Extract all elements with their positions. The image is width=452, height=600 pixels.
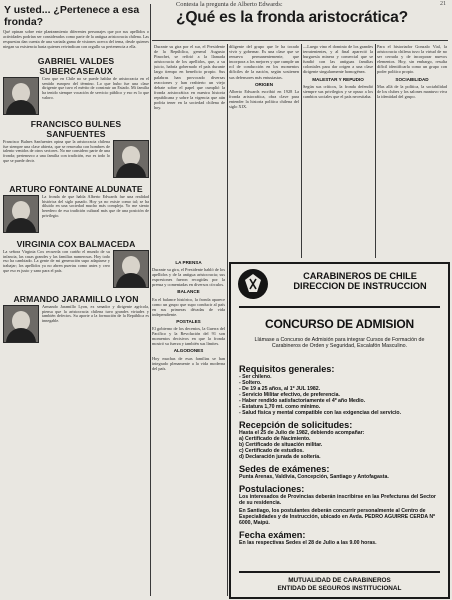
requirement-item: - Ser chileno. — [239, 374, 272, 380]
body-column-lower — [152, 258, 225, 596]
body-text: Durante su gira por el sur, el Presidente de la República, general Augusto Pinochet, se refirió a la llamada aristocracia de los apellidos, que, a su juicio, habría gobernado el país durante largo tiempo en beneficio propio. Sus palabras han provocado diversas reacciones y han reabierto un viejo debate sobre el papel que cumplió la fronda aristocrática en nuestra historia republicana y sobre la vigencia que aún podría tener en la sociedad chilena de hoy. — [154, 44, 225, 111]
sidebar-intro: Qué opinan sobre este planteamiento diferentes personajes que por sus apellidos o actividades podrían ser considerados como parte de la antigua aristocracia chilena. Las respuestas dan cuenta de una variada gama de visiones acerca del tema, desde quienes niegan su existencia hasta quienes reivindican con orgullo su pertenencia a ella. — [3, 29, 149, 49]
ad-footer-line: ENTIDAD DE SEGUROS INSTITUCIONAL — [277, 584, 402, 592]
title-rule — [152, 40, 448, 41]
exam-sites-text: Punta Arenas, Valdivia, Concepción, Santiago y Antofagasta. — [239, 474, 389, 480]
subhead: MALESTAR Y REPUDIO — [312, 76, 364, 82]
subhead: ALGODONES — [173, 348, 204, 354]
person-block — [3, 305, 149, 343]
column-divider — [301, 44, 302, 258]
portrait-photo — [3, 195, 39, 233]
person-quote: Creo que en Chile no se puede hablar de aristocracia en el sentido europeo del término. Lo que hubo fue una clase dirigente que tuvo el mérito de construir un Estado. Mi familia ha tenido siempre vocación de servicio público y eso es lo que valoro. — [42, 75, 149, 101]
person-name: VIRGINIA COX BALMACEDA — [16, 238, 136, 249]
body-text: En el balance histórico, la fronda aparece como un grupo que supo conducir al país en sus primeras décadas de vida independiente. — [152, 296, 225, 317]
person-block — [3, 195, 149, 233]
ad-intro: Llámase a Concurso de Admisión para integrar Cursos de Formación de Carabineros de Orden y Seguridad, Escalafón Masculino. — [254, 337, 425, 350]
column-divider — [227, 44, 228, 596]
subhead: POSTALES — [176, 318, 201, 324]
person-name: ARTURO FONTAINE ALDUNATE — [9, 183, 143, 194]
ad-org-line: CARABINEROS DE CHILE — [303, 271, 417, 281]
body-text: —Luego vino el dominio de los grandes terratenientes, y al final apareció la burguesía minera y comercial que se fundió con las antiguas familias coloniales para dar origen a una clase dirigente singularmente homogénea. — [303, 44, 373, 75]
body-column-4 — [377, 44, 447, 258]
ad-divider — [239, 306, 440, 308]
person-block — [3, 250, 149, 288]
applications-heading: Postulaciones: — [239, 484, 305, 494]
requirement-item: - Estatura 1,70 mt. como mínimo. — [239, 404, 321, 410]
person-quote: Francisco Bulnes Sanfuentes opina que la aristocracia chilena fue siempre una clase abierta, que se renovaba con hombres de talento venidos de otros sectores. No me considero parte de una fronda; pertenezco a una familia con tradición, eso es todo lo que se puede decir. — [3, 138, 110, 164]
person-block — [3, 77, 149, 115]
exam-sites-heading: Sedes de exámenes: — [239, 464, 330, 474]
sidebar-headline: Y usted... ¿Pertenece a esa fronda? — [4, 4, 140, 28]
requirement-item: - De 19 a 25 años, al 1º JUL 1982. — [239, 386, 321, 392]
applications-text: En Santiago, los postulantes deberán concurrir personalmente al Centro de Especialidades y de Instrucción, ubicado en Avda. PEDRO AGUIRRE CERDA Nº 6000, Maipú. — [239, 508, 435, 526]
applications-text: Los interesados de Provincias deberán inscribirse en las Prefecturas del Sector de su residencia. — [239, 494, 436, 506]
body-text: Durante su gira, el Presidente habló de los apellidos y de la antigua aristocracia; sus expresiones fueron recogidas por la prensa y comentadas en diversos círculos. — [152, 267, 225, 288]
body-column-2 — [229, 44, 299, 258]
reception-heading: Recepción de solicitudes: — [239, 420, 353, 430]
requirement-item: - Servicio Militar efectivo, de preferencia. — [239, 392, 340, 398]
requirement-item: - Haber rendido satisfactoriamente el 4º año Medio. — [239, 398, 366, 404]
column-divider — [375, 44, 376, 258]
subhead: LA PRENSA — [175, 260, 202, 265]
ad-organization — [279, 271, 441, 292]
page-number: 21 — [440, 1, 446, 7]
body-column-1 — [154, 44, 225, 258]
body-text: Según sus críticos, la fronda defendió siempre sus privilegios y se opuso a los cambios sociales que el país necesitaba. — [303, 83, 373, 99]
carabineros-advertisement — [229, 262, 450, 599]
document-item: b) Certificado de situación militar. — [239, 442, 323, 448]
subhead: ORIGEN — [254, 81, 274, 87]
document-item: c) Certificado de estudios. — [239, 448, 304, 454]
body-text: El gobierno de los decenios, la Guerra del Pacífico y la Revolución del 91 son momentos decisivos en que la fronda mostró su fuerza y también sus límites. — [152, 326, 225, 347]
document-item: a) Certificado de Nacimiento. — [239, 436, 311, 442]
portrait-photo — [3, 305, 39, 343]
column-divider — [150, 4, 151, 596]
ad-title: CONCURSO DE ADMISION — [265, 317, 414, 331]
portrait-photo — [113, 140, 149, 178]
requirement-item: - Salud física y mental compatible con las exigencias del servicio. — [239, 410, 402, 416]
article-title: ¿Qué es la fronda aristocrática? — [176, 9, 408, 26]
body-column-3 — [303, 44, 373, 258]
document-item: d) Declaración jurada de soltería. — [239, 454, 321, 460]
requirements-heading: Requisitos generales: — [239, 364, 335, 374]
exam-date-text: En las respectivas Sedes el 28 de Julio a las 9.00 horas. — [239, 540, 377, 546]
body-text: Para el historiador Gonzalo Vial, la aristocracia chilena tuvo la virtud de no ser cerrada y de incorporar nuevos elementos. Hoy, sin embargo, resulta difícil identificarla como un grupo con poder político propio. — [377, 44, 447, 75]
body-text: Mas allá de la política, la sociabilidad de los clubes y los salones mantuvo viva la identidad del grupo. — [377, 83, 447, 99]
body-text: Hoy muchas de esas familias se han integrado plenamente a la vida moderna del país. — [152, 355, 225, 371]
body-text: Alberto Edwards escribió en 1928 La fronda aristocrática, obra clave para entender la historia política chilena del siglo XIX. — [229, 88, 299, 110]
ad-org-line: DIRECCION DE INSTRUCCION — [293, 281, 427, 292]
person-block — [3, 140, 149, 178]
subhead: BALANCE — [177, 289, 200, 295]
left-sidebar-column — [3, 4, 149, 596]
portrait-photo — [113, 250, 149, 288]
person-name: ARMANDO JARAMILLO LYON — [13, 293, 139, 304]
portrait-photo — [3, 77, 39, 115]
person-quote: La fronda de que habla Alberto Edwards fue una realidad histórica del siglo pasado. Hoy ya no existe como tal; se ha diluido en una sociedad mucho más compleja. Yo me siento heredero de esa tradición cultural más que de una posición de privilegio. — [42, 193, 149, 219]
person-quote: La señora Virginia Cox recuerda con cariño el mundo de su infancia, las casas grandes y las familias numerosas. Hoy todo eso ha cambiado. La gente de mi generación supo adaptarse y trabajar; los apellidos ya no abren puertas como antes y creo que eso es justo y sano para el país. — [3, 248, 110, 274]
ad-body — [239, 360, 440, 546]
body-text: diligente del grupo que le ha tocado vivir y gobernar. Es una clase que se renueva permanentemente, que incorpora a los mejores y que cumple un rol de conducción en los momentos difíciles de la nación, según sostienen sus defensores más entusiastas. — [229, 44, 299, 80]
ad-footer — [231, 577, 448, 592]
requirement-item: - Soltero. — [239, 380, 262, 386]
exam-date-heading: Fecha exámen: — [239, 530, 306, 540]
carabineros-badge-icon — [238, 269, 268, 299]
ad-divider — [239, 571, 440, 573]
article-kicker: Contesta la pregunta de Alberto Edwards: — [176, 1, 283, 8]
subhead: SOCIABILIDAD — [395, 76, 429, 82]
person-name: FRANCISCO BULNES SANFUENTES — [30, 118, 122, 139]
person-quote: Armando Jaramillo Lyon, ex senador y dirigente agrícola, piensa que la aristocracia chilena tuvo grandes virtudes y también defectos. Su aporte a la formación de la República es innegable. — [42, 303, 149, 324]
person-name: GABRIEL VALDES SUBERCASEAUX — [37, 55, 115, 76]
reception-intro: Hasta el 25 de Julio de 1982, debiendo acompañar: — [239, 430, 365, 436]
ad-footer-line: MUTUALIDAD DE CARABINEROS — [288, 577, 391, 585]
